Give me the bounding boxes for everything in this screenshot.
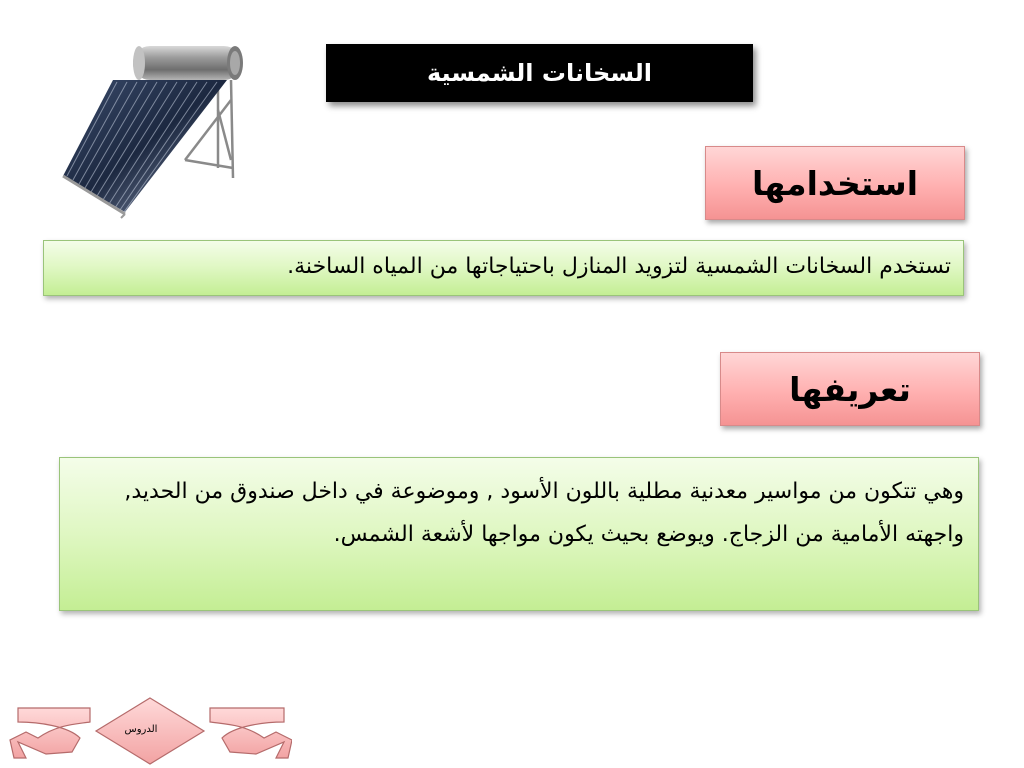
solar-water-heater-image <box>55 40 250 220</box>
curved-arrow-left-icon[interactable] <box>10 708 90 758</box>
home-button-label[interactable]: الدروس <box>124 724 158 735</box>
definition-heading: تعريفها <box>720 352 980 426</box>
usage-text: تستخدم السخانات الشمسية لتزويد المنازل باحتياجاتها من المياه الساخنة. <box>287 254 951 279</box>
definition-text: وهي تتكون من مواسير معدنية مطلية باللون الأسود , وموضوعة في داخل صندوق من الحديد, واجهته الأمامية من الزجاج. ويوضع بحيث يكون مواجها لأشعة الشمس. <box>124 479 964 547</box>
curved-arrow-right-icon[interactable] <box>210 708 292 758</box>
slide-title: السخانات الشمسية <box>326 44 753 102</box>
usage-text-box <box>43 240 964 296</box>
usage-heading: استخدامها <box>705 146 965 220</box>
definition-text-box <box>59 457 979 611</box>
